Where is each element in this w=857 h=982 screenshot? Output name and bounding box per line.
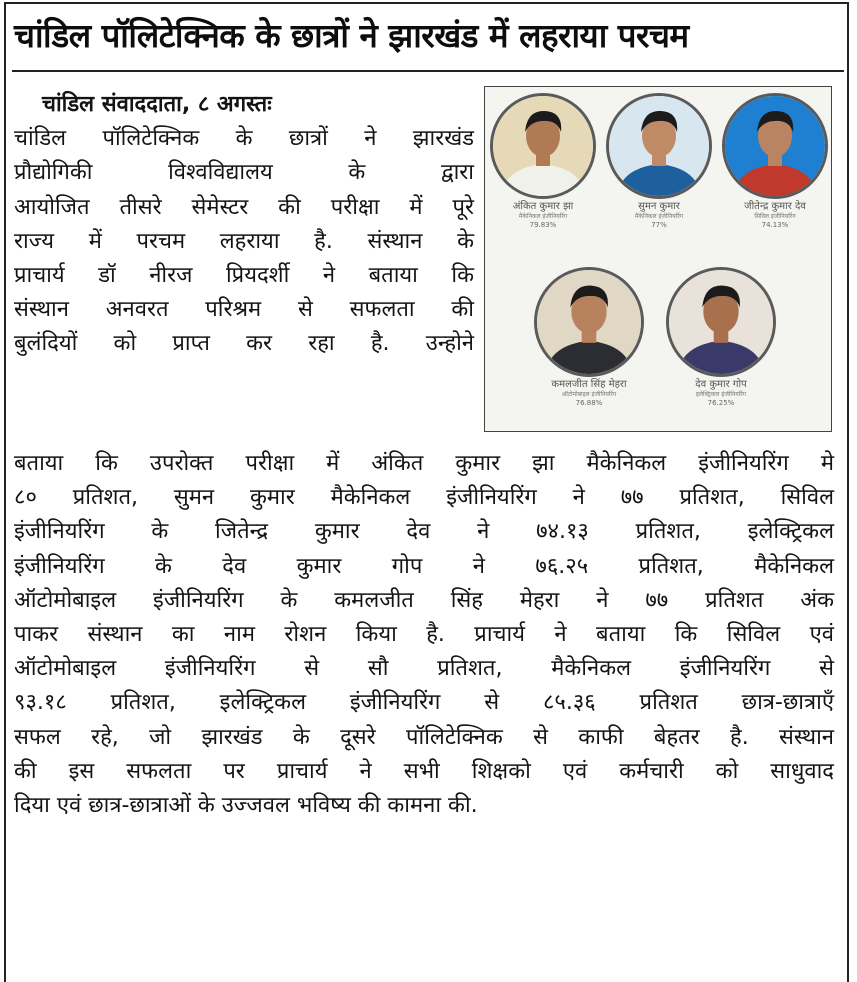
student-portrait [606,93,712,199]
dateline-line [14,88,474,122]
headline: चांडिल पॉलिटेक्निक के छात्रों ने झारखंड में लहराया परचम [14,16,689,55]
student-percent: 79.83% [529,221,557,229]
student-dept: इलेक्ट्रिकल इंजीनियरिंग [695,391,747,398]
student-name: देव कुमार गोप [695,379,747,390]
student-portrait [666,267,776,377]
student-portrait [534,267,644,377]
body-line: आयोजित तीसरे सेमेस्टर की परीक्षा में पूरे [14,194,474,220]
body-line: इंजीनियरिंग के देव कुमार गोप ने ७६.२५ प्रतिशत, मैकेनिकल [14,553,834,579]
student-percent: 76.88% [575,399,603,407]
body-line: ९३.१८ प्रतिशत, इलेक्ट्रिकल इंजीनियरिंग से ८५.३६ प्रतिशत छात्र-छात्राएँ [14,690,834,716]
photo-card-ankit [487,93,599,230]
article-body-narrow [14,88,474,362]
body-line: की इस सफलता पर प्राचार्य ने सभी शिक्षको एवं कर्मचारी को साधुवाद [14,758,834,784]
body-line: राज्य में परचम लहराया है. संस्थान के [14,228,474,254]
student-name: जीतेन्द्र कुमार देव [744,201,806,212]
student-dept: ऑटोमोबाइल इंजीनियरिंग [561,391,617,398]
photo-card-kamaljeet [529,267,649,408]
body-line: सफल रहे, जो झारखंड के दूसरे पॉलिटेक्निक से काफी बेहतर है. संस्थान [14,724,834,750]
body-line: प्राचार्य डॉ नीरज प्रियदर्शी ने बताया कि [14,262,474,288]
photo-card-jitendra [719,93,831,230]
body-line: पाकर संस्थान का नाम रोशन किया है. प्राचार्य ने बताया कि सिविल एवं [14,621,834,647]
body-line: ऑटोमोबाइल इंजीनियरिंग से सौ प्रतिशत, मैकेनिकल इंजीनियरिंग से [14,656,834,682]
dateline: चांडिल संवाददाता, ८ अगस्तः [42,92,272,117]
body-line: दिया एवं छात्र-छात्राओं के उज्जवल भविष्य की कामना की. [14,792,478,818]
body-line: संस्थान अनवरत परिश्रम से सफलता की [14,297,474,323]
body-line: बताया कि उपरोक्त परीक्षा में अंकित कुमार झा मैकेनिकल इंजीनियरिंग मे [14,451,834,476]
photo-card-suman [603,93,715,230]
student-portrait [490,93,596,199]
body-line: ऑटोमोबाइल इंजीनियरिंग के कमलजीत सिंह मेहरा ने ७७ प्रतिशत अंक [14,587,834,613]
article-body-wide [14,447,834,823]
body-line: प्रौद्योगिकी विश्वविद्यालय के द्वारा [14,160,474,186]
student-name: कमलजीत सिंह मेहरा [551,379,627,390]
headline-rule [12,70,844,72]
student-name: सुमन कुमार [638,201,680,212]
student-dept: मैकेनिकल इंजीनियरिंग [634,213,684,220]
body-line: इंजीनियरिंग के जितेन्द्र कुमार देव ने ७४.१३ प्रतिशत, इलेक्ट्रिकल [14,519,834,545]
body-line: ८० प्रतिशत, सुमन कुमार मैकेनिकल इंजीनियरिंग ने ७७ प्रतिशत, सिविल [14,485,834,511]
student-dept: सिविल इंजीनियरिंग [754,213,796,220]
body-line: चांडिल पॉलिटेक्निक के छात्रों ने झारखंड [14,126,474,152]
student-portrait [722,93,828,199]
student-percent: 76.25% [707,399,735,407]
student-dept: मैकेनिकल इंजीनियरिंग [518,213,568,220]
student-name: अंकित कुमार झा [512,201,574,212]
student-percent: 74.13% [761,221,789,229]
student-percent: 77% [651,221,667,229]
photo-card-dev [661,267,781,408]
student-photos-panel [484,86,832,432]
body-line: बुलंदियों को प्राप्त कर रहा है. उन्होने [14,331,474,357]
